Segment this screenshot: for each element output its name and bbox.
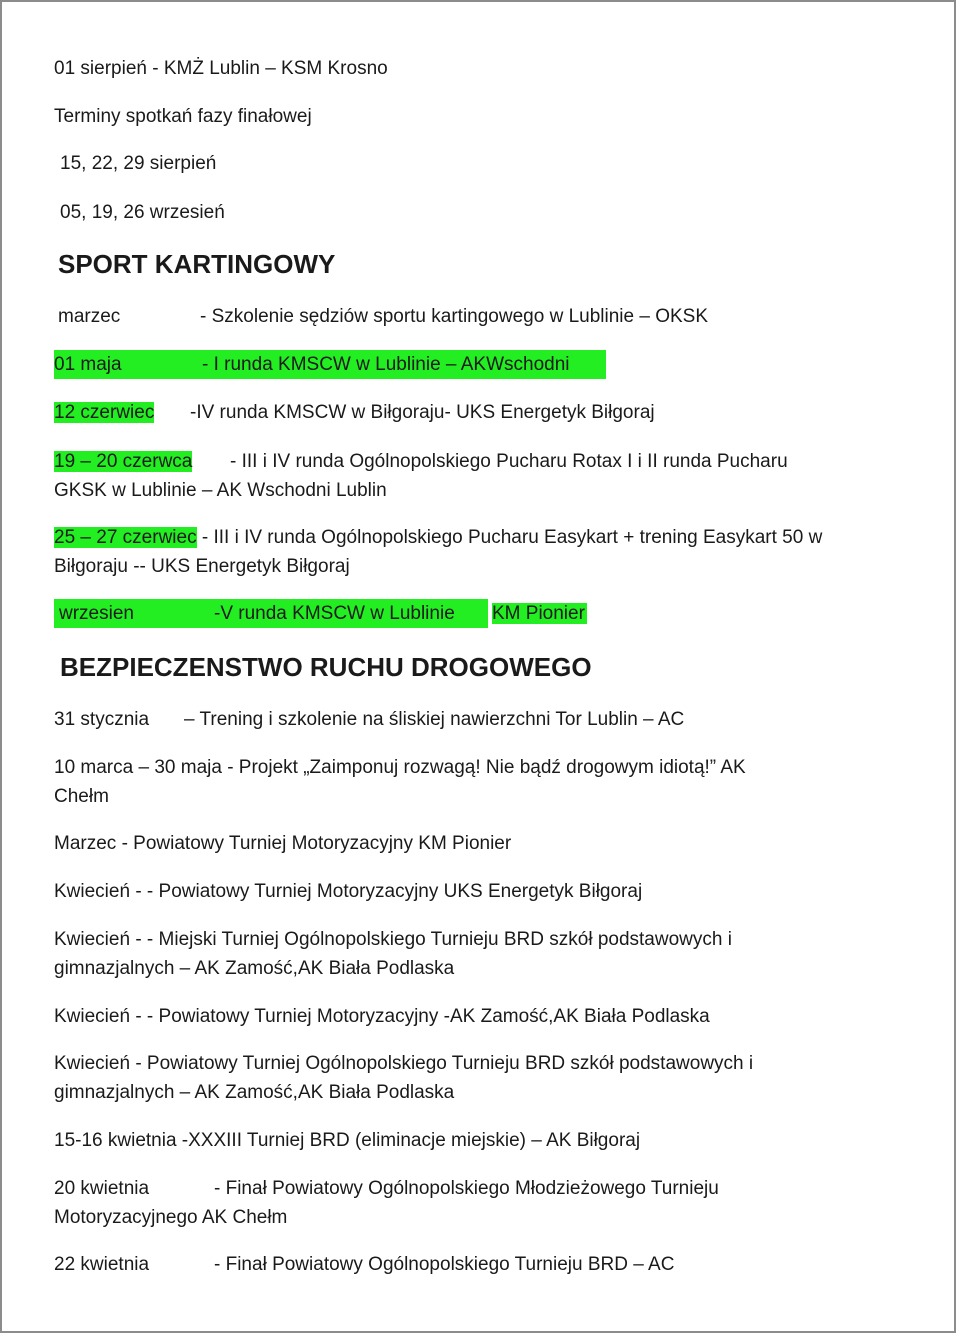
brd-row-9 [54,1174,914,1203]
karting-row-3 [54,398,914,427]
intro-line-1: 01 sierpień - KMŻ Lublin – KSM Krosno [54,58,388,79]
karting-row-4-cont: GKSK w Lublinie – AK Wschodni Lublin [54,480,387,501]
karting-row-4-text: - III i IV runda Ogólnopolskiego Pucharu Rotax I i II runda Pucharu [230,451,788,472]
karting-row-1 [58,302,918,331]
brd-row-7: Kwiecień - Powiatowy Turniej Ogólnopolskiego Turnieju BRD szkół podstawowych i [54,1053,754,1074]
brd-row-5: Kwiecień - - Miejski Turniej Ogólnopolskiego Turnieju BRD szkół podstawowych i [54,929,732,950]
karting-row-6-text: -V runda KMSCW w Lublinie [214,603,455,624]
karting-row-5-cont: Biłgoraju -- UKS Energetyk Biłgoraj [54,556,350,577]
brd-row-1 [54,705,914,734]
intro-line-2: Terminy spotkań fazy finałowej [54,106,312,127]
karting-heading: SPORT KARTINGOWY [58,249,336,279]
brd-row-4: Kwiecień - - Powiatowy Turniej Motoryzacyjny UKS Energetyk Biłgoraj [54,881,643,902]
brd-row-1-text: – Trening i szkolenie na śliskiej nawierzchni Tor Lublin – AC [184,709,685,730]
brd-row-9-date: 20 kwietnia [54,1178,150,1199]
brd-row-10 [54,1250,914,1279]
brd-row-6: Kwiecień - - Powiatowy Turniej Motoryzacyjny -AK Zamość,AK Biała Podlaska [54,1006,710,1027]
karting-row-5-text: - III i IV runda Ogólnopolskiego Pucharu Easykart + trening Easykart 50 w [196,527,823,548]
brd-row-9-cont: Motoryzacyjnego AK Chełm [54,1207,288,1228]
karting-row-6 [54,599,914,628]
karting-row-2-highlight [54,350,606,379]
karting-row-6-date: wrzesien [59,603,134,624]
brd-row-5-cont: gimnazjalnych – AK Zamość,AK Biała Podlaska [54,958,455,979]
brd-row-2-cont: Chełm [54,786,109,807]
karting-row-4 [54,447,914,476]
brd-row-9-text: - Finał Powiatowy Ogólnopolskiego Młodzieżowego Turnieju [214,1178,719,1199]
brd-row-2: 10 marca – 30 maja - Projekt „Zaimponuj rozwagą! Nie bądź drogowym idiotą!” AK [54,757,746,778]
karting-row-2 [54,350,914,379]
karting-row-2-text: - I runda KMSCW w Lublinie – AKWschodni [202,354,570,375]
karting-row-1-text: - Szkolenie sędziów sportu kartingowego w Lublinie – OKSK [200,306,708,327]
karting-row-6-tail: KM Pionier [492,603,585,624]
brd-row-7-cont: gimnazjalnych – AK Zamość,AK Biała Podlaska [54,1082,455,1103]
karting-row-4-date: 19 – 20 czerwca [54,451,193,472]
brd-row-1-date: 31 stycznia [54,709,150,730]
karting-row-3-date: 12 czerwiec [54,402,155,423]
karting-row-2-date: 01 maja [54,354,122,375]
brd-row-10-date: 22 kwietnia [54,1254,150,1275]
karting-row-5-date: 25 – 27 czerwiec [54,527,197,548]
karting-row-1-date: marzec [58,306,121,327]
intro-line-4: 05, 19, 26 wrzesień [60,202,225,223]
karting-row-3-text: -IV runda KMSCW w Biłgoraju- UKS Energetyk Biłgoraj [190,402,655,423]
intro-line-3: 15, 22, 29 sierpień [60,153,217,174]
brd-heading: BEZPIECZENSTWO RUCHU DROGOWEGO [60,652,592,682]
karting-row-5 [54,523,914,552]
brd-row-8: 15-16 kwietnia -XXXIII Turniej BRD (eliminacje miejskie) – AK Biłgoraj [54,1130,641,1151]
brd-row-10-text: - Finał Powiatowy Ogólnopolskiego Turnieju BRD – AC [214,1254,675,1275]
brd-row-3: Marzec - Powiatowy Turniej Motoryzacyjny KM Pionier [54,833,512,854]
karting-row-6-highlight [54,599,488,628]
